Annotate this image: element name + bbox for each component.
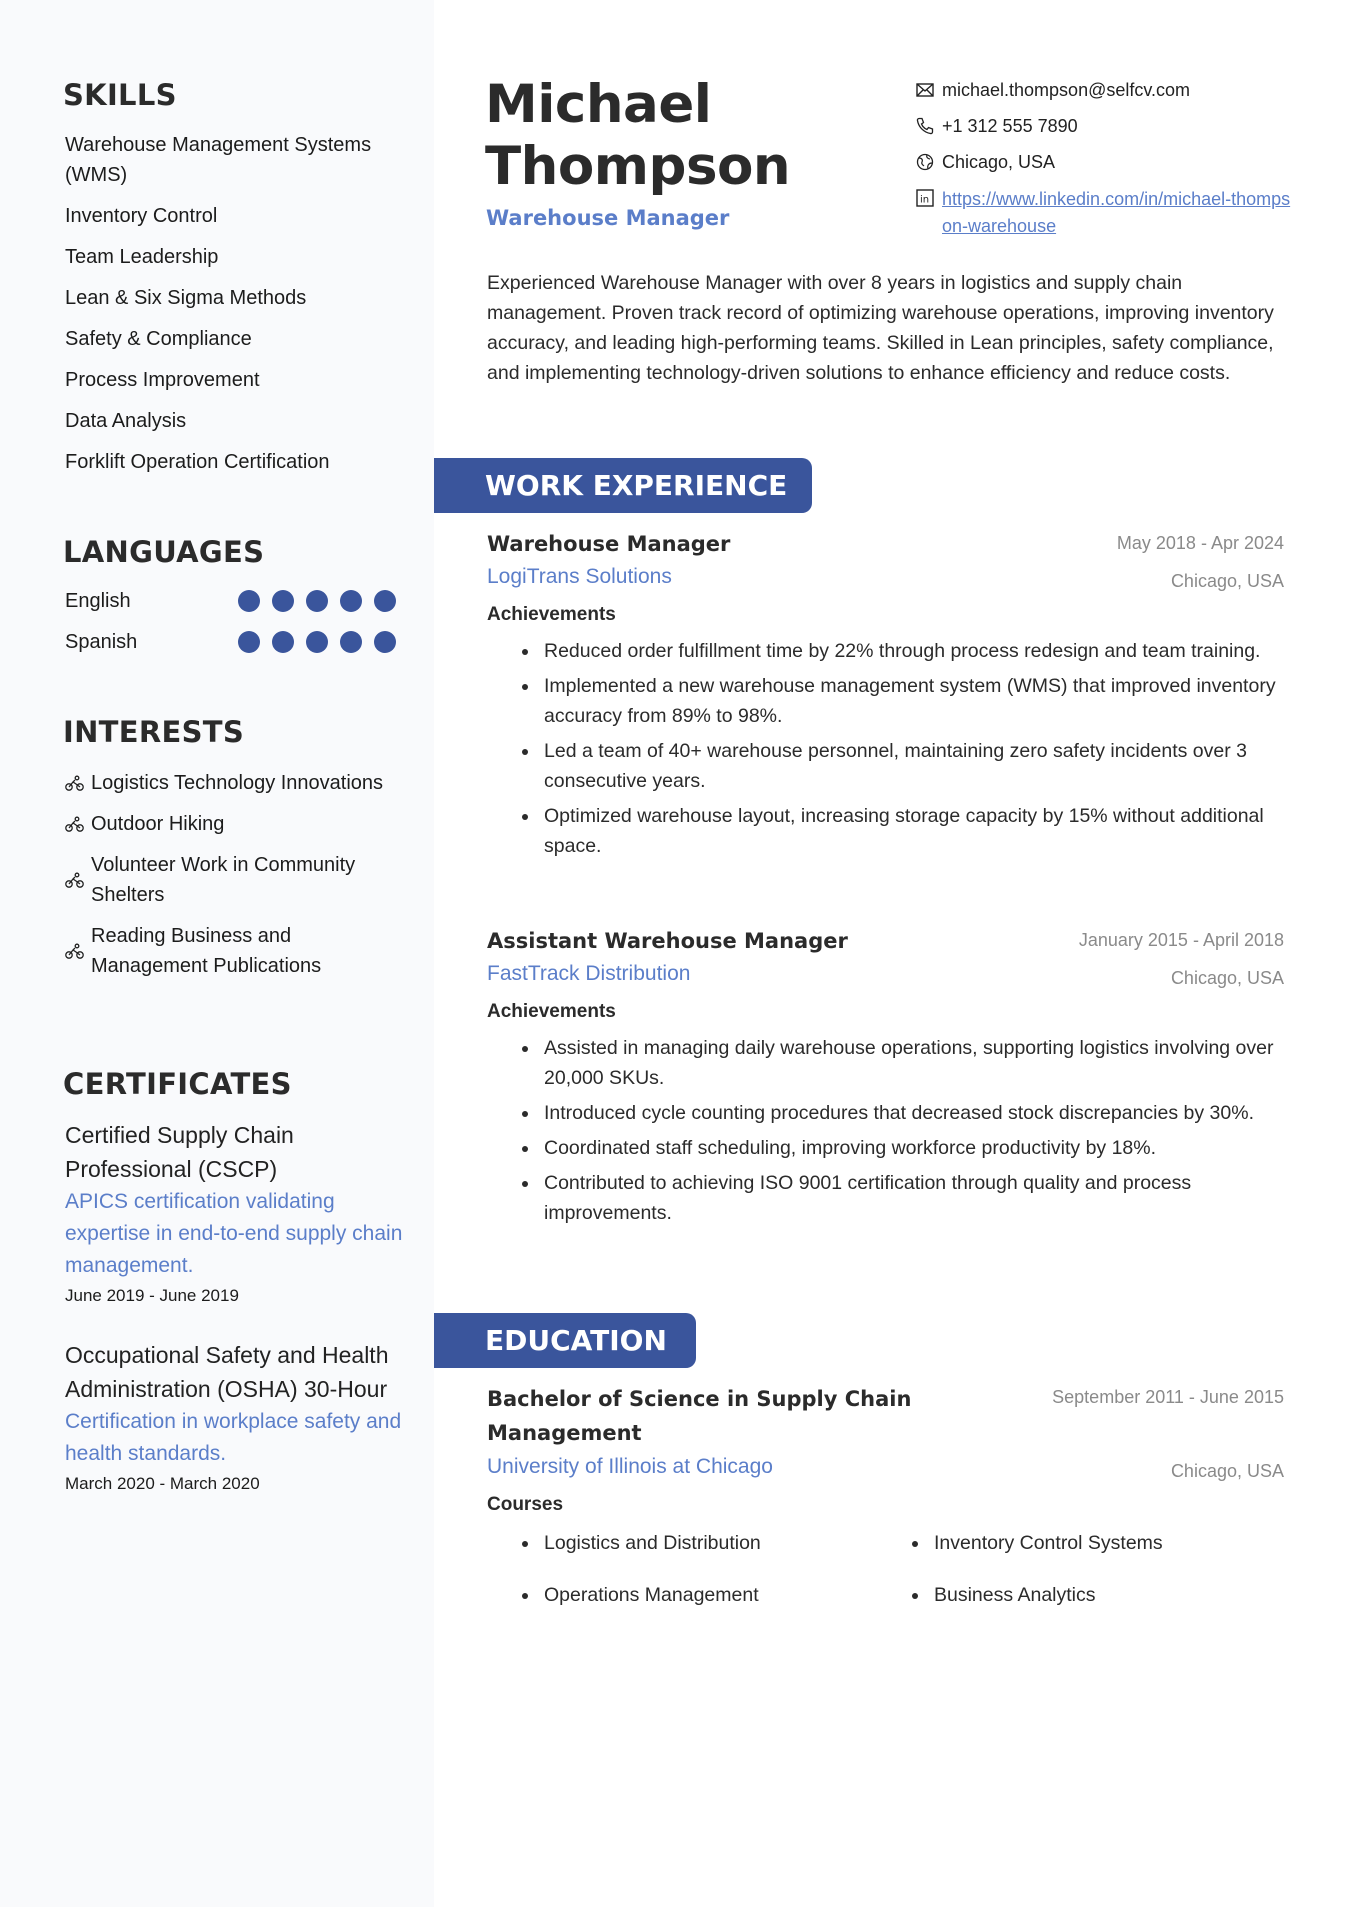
skills-list [65,130,405,488]
achievement-item: Assisted in managing daily warehouse operations, supporting logistics involving over 20,000 SKUs. [520,1033,1280,1093]
education-entry [487,1382,1284,1610]
language-name: Spanish [65,631,138,653]
location-text: Chicago, USA [942,152,1056,172]
job-dates: January 2015 - April 2018 [1078,930,1284,950]
course-item: Inventory Control Systems [910,1528,1290,1558]
profile-summary: Experienced Warehouse Manager with over 8 years in logistics and supply chain management. Proven track record of optimizing warehouse operations, improving inventory accuracy, and leading high-performing teams. Skilled in Lean principles, safety compliance, and implementing technology-driven solutions to enhance efficiency and reduce costs. [487,272,1274,384]
job-entry [487,925,1284,1233]
cyclist-icon [65,941,91,961]
certificate-date: March 2020 - March 2020 [65,1474,260,1493]
interest-item [65,768,410,798]
interests-heading: INTERESTS [63,715,245,749]
company-name: LogiTrans Solutions [487,565,672,588]
contact-phone [916,114,1296,139]
contact-location [916,150,1296,175]
achievement-item: Contributed to achieving ISO 9001 certification through quality and process improvements. [520,1168,1280,1228]
skill-item: Safety & Compliance [65,328,252,350]
contact-linkedin [916,186,1296,240]
achievement-item: Led a team of 40+ warehouse personnel, maintaining zero safety incidents over 3 consecutive years. [520,736,1280,796]
level-dot-filled [374,631,396,653]
level-dot-filled [306,631,328,653]
skill-item: Warehouse Management Systems (WMS) [65,134,372,186]
interest-item [65,921,410,981]
certificates-heading: CERTIFICATES [63,1067,292,1101]
course-list [487,1528,1284,1610]
cyclist-icon [65,870,91,890]
level-dot-filled [306,590,328,612]
interests-list [65,768,410,992]
interest-label: Outdoor Hiking [91,813,225,835]
work-experience-heading: WORK EXPERIENCE [434,458,812,513]
achievement-list [487,636,1284,861]
cyclist-icon [65,773,91,793]
full-name [485,74,790,198]
job-position: Assistant Warehouse Manager [487,929,848,953]
interest-item [65,809,410,839]
courses-label: Courses [487,1494,564,1515]
cyclist-icon [65,814,91,834]
level-dot-filled [238,590,260,612]
course-item: Business Analytics [910,1580,1290,1610]
contact-list [916,78,1296,251]
achievement-item: Coordinated staff scheduling, improving workforce productivity by 18%. [520,1133,1280,1163]
certificate-description: APICS certification validating expertise in end-to-end supply chain management. [65,1190,403,1277]
contact-email [916,78,1296,103]
level-dot-filled [238,631,260,653]
svg-text:in: in [920,194,930,206]
last-name: Thompson [485,136,791,197]
skills-heading: SKILLS [63,78,177,112]
phone-icon [916,114,942,138]
skill-item: Data Analysis [65,410,187,432]
job-title: Warehouse Manager [486,206,730,230]
language-row [65,586,405,616]
education-heading: EDUCATION [434,1313,696,1368]
school-name: University of Illinois at Chicago [487,1455,773,1478]
skill-item: Team Leadership [65,246,219,268]
certificate-item [65,1118,405,1310]
language-name: English [65,590,131,612]
phone-text[interactable]: +1 312 555 7890 [942,116,1078,136]
degree-name: Bachelor of Science in Supply Chain Management [487,1387,912,1445]
job-location: Chicago, USA [1170,571,1284,591]
job-position: Warehouse Manager [487,532,731,556]
interest-label: Volunteer Work in Community Shelters [91,854,356,906]
education-dates: September 2011 - June 2015 [1052,1387,1284,1407]
envelope-icon [916,78,942,102]
course-item: Logistics and Distribution [520,1528,910,1558]
email-text[interactable]: michael.thompson@selfcv.com [942,80,1191,100]
job-entry [487,528,1284,866]
interest-item [65,850,410,910]
skill-item: Lean & Six Sigma Methods [65,287,307,309]
achievement-item: Introduced cycle counting procedures that decreased stock discrepancies by 30%. [520,1098,1280,1128]
linkedin-icon [916,186,942,210]
achievements-label: Achievements [487,1001,616,1022]
level-dot-filled [340,590,362,612]
interest-label: Reading Business and Management Publications [91,925,322,977]
sidebar [0,0,434,1907]
education-location: Chicago, USA [1170,1461,1284,1481]
first-name: Michael [485,74,712,135]
languages-heading: LANGUAGES [63,535,265,569]
level-dot-filled [272,590,294,612]
achievement-item: Implemented a new warehouse management system (WMS) that improved inventory accuracy from 89% to 98%. [520,671,1280,731]
achievement-item: Reduced order fulfillment time by 22% through process redesign and team training. [520,636,1280,666]
language-row [65,627,405,657]
linkedin-link[interactable]: https://www.linkedin.com/in/michael-thompson-warehouse [942,189,1291,236]
certificate-description: Certification in workplace safety and health standards. [65,1410,402,1465]
certificate-date: June 2019 - June 2019 [65,1286,239,1305]
course-item: Operations Management [520,1580,910,1610]
achievement-item: Optimized warehouse layout, increasing storage capacity by 15% without additional space. [520,801,1280,861]
skill-item: Process Improvement [65,369,260,391]
certificate-name: Certified Supply Chain Professional (CSCP) [65,1122,294,1182]
level-dot-filled [272,631,294,653]
skill-item: Inventory Control [65,205,218,227]
certificate-item [65,1338,405,1498]
achievements-label: Achievements [487,604,616,625]
globe-icon [916,150,942,174]
level-dot-filled [340,631,362,653]
language-level [238,631,396,653]
job-location: Chicago, USA [1170,968,1284,988]
skill-item: Forklift Operation Certification [65,451,330,473]
level-dot-filled [374,590,396,612]
language-level [238,590,396,612]
job-dates: May 2018 - Apr 2024 [1116,533,1284,553]
company-name: FastTrack Distribution [487,962,691,985]
achievement-list [487,1033,1284,1228]
interest-label: Logistics Technology Innovations [91,772,384,794]
certificate-name: Occupational Safety and Health Administration (OSHA) 30-Hour [65,1342,389,1402]
